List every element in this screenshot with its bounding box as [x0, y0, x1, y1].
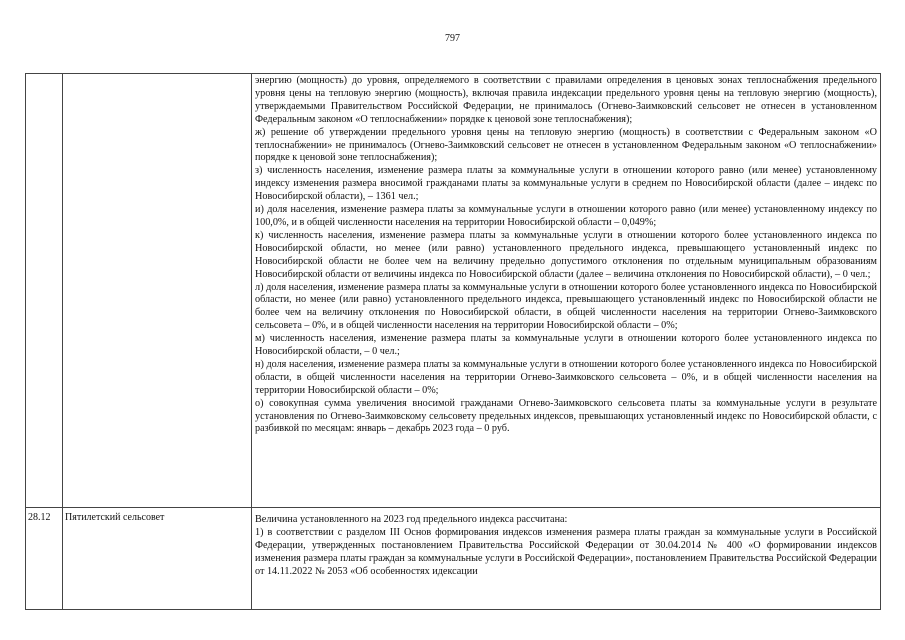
paragraph: Величина установленного на 2023 год предельного индекса рассчитана: [255, 514, 568, 525]
row-number: 28.12 [26, 508, 63, 610]
paragraph: энергию (мощность) до уровня, определяемого в соответствии с правилами определения в ценовых зонах теплоснабжения предельного уровня цены на тепловую энергию (мощность), включая правила индексации предельного уровня цены на тепловую энергию (мощность), утверждаемыми Правительством Российской Федерации, не принималось (Огнево-Заимковский сельсовет не отнесен в установленном Федеральным законом «О теплоснабжении» порядке к ценовой зоне теплоснабжения); [255, 75, 877, 125]
paragraph: л) доля населения, изменение размера платы за коммунальные услуги в отношении которого более установленного индекса по Новосибирской области, но менее (или равно) установленного предельного индекса, превышающего установленный индекс по Новосибирской области не более чем на величину отклонения по Новосибирской области, в общей численности населения на территории Огнево-Заимковского сельсовета – 0%, и в общей численности населения на территории Новосибирской области – 0%; [255, 281, 877, 332]
row-number [26, 74, 63, 508]
row-text [252, 74, 881, 508]
paragraph: и) доля населения, изменение размера платы за коммунальные услуги в отношении которого равно (или менее) установленному индексу по 100,0%, и в общей численности населения на территории Новосибирской области – 0,049%; [255, 204, 877, 228]
paragraph: з) численность населения, изменение размера платы за коммунальные услуги в отношении которого равно (или менее) установленному индексу изменения размера вносимой гражданами платы за коммунальные услуги в среднем по Новосибирской области (далее – индекс по Новосибирской области), – 1361 чел.; [255, 165, 877, 203]
paragraph: к) численность населения, изменение размера платы за коммунальные услуги в отношении которого более установленного индекса по Новосибирской области, но менее (или равно) установленного предельного индекса, превышающего установленный индекс по Новосибирской области не более чем на величину предельно допустимого отклонения по отдельным муниципальным образованиям Новосибирской области от величины индекса по Новосибирской области (далее – величина отклонения по Новосибирской области), – 0 чел.; [255, 229, 877, 280]
tariff-table [25, 73, 881, 610]
paragraph: м) численность населения, изменение размера платы за коммунальные услуги в отношении которого более установленного индекса по Новосибирской области, – 0 чел.; [255, 333, 877, 358]
row-text [252, 508, 881, 610]
municipality-name: Пятилетский сельсовет [63, 508, 252, 610]
paragraph: 1) в соответствии с разделом III Основ формирования индексов изменения размера платы граждан за коммунальные услуги в Российской Федерации, утвержденных постановлением Правительства Российской Федерации от 30.04.2014 № 400 «О формировании индексов изменения размера платы граждан за коммунальные услуги в Российской Федерации», постановлением Правительства Российской Федерации от 14.11.2022 № 2053 «Об особенностях идексации [255, 526, 877, 577]
paragraph: о) совокупная сумма увеличения вносимой гражданами Огнево-Заимковского сельсовета платы за коммунальные услуги в результате установления по Огнево-Заимковскому сельсовету предельных индексов, превышающих установленный индекс по Новосибирской области, с разбивкой по месяцам: январь – декабрь 2023 года – 0 руб. [255, 397, 877, 435]
paragraph: н) доля населения, изменение размера платы за коммунальные услуги в отношении которого более установленного индекса по Новосибирской области, в общей численности населения на территории Огнево-Заимковского сельсовета – 0%, и в общей численности населения на территории Новосибирской области – 0%; [255, 358, 877, 396]
table-row [26, 508, 881, 610]
municipality-name [63, 74, 252, 508]
page-number: 797 [445, 33, 460, 44]
paragraph: ж) решение об утверждении предельного уровня цены на тепловую энергию (мощность) в соответствии с Федеральным законом «О теплоснабжении» не принималось (Огнево-Заимковский сельсовет не отнесен в установленном Федеральным законом «О теплоснабжении» порядке к ценовой зоне теплоснабжения); [255, 126, 877, 164]
table-row [26, 74, 881, 508]
